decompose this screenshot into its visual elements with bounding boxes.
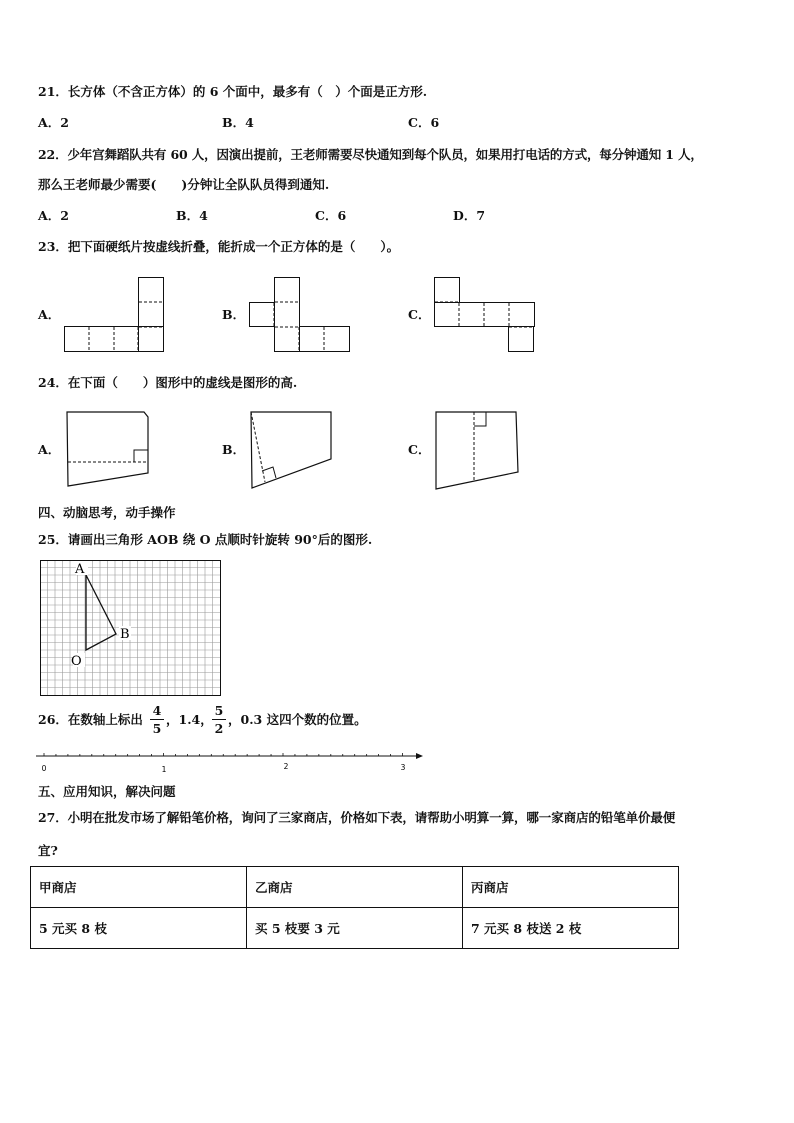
table-header-row	[31, 867, 679, 908]
tick-label-1: 1	[161, 765, 167, 774]
question-22-line2: 那么王老师最少需要( )分钟让全队队员得到通知.	[38, 177, 330, 192]
price-table	[30, 866, 679, 949]
q22-option-b[interactable]: B．4	[176, 208, 208, 223]
q24-label-a[interactable]: A．	[38, 442, 61, 457]
number-line[interactable]	[36, 748, 426, 774]
question-27-line2: 宜?	[38, 843, 58, 858]
fraction-denominator: 5	[152, 721, 162, 736]
section-4-heading: 四、动脑思考，动手操作	[38, 505, 176, 520]
question-24: 24．在下面（ ）图形中的虚线是图形的高.	[38, 375, 298, 390]
rotation-grid	[40, 560, 222, 696]
q21-option-a[interactable]: A．2	[38, 115, 69, 130]
table-row	[31, 908, 679, 949]
q21-option-c[interactable]: C．6	[408, 115, 440, 130]
point-b-label: B	[120, 627, 130, 642]
tick-label-0: 0	[41, 764, 47, 773]
question-27-line1: 27．小明在批发市场了解铅笔价格，询问了三家商店，价格如下表，请帮助小明算一算，哪一家商店的铅笔单价最便	[38, 810, 676, 825]
q22-option-a[interactable]: A．2	[38, 208, 69, 223]
tick-label-2: 2	[283, 762, 289, 771]
fraction-numerator: 5	[214, 703, 224, 718]
question-26-mid: ，1.4，	[166, 712, 213, 727]
q24-shape-b	[249, 411, 333, 489]
q21-option-b[interactable]: B．4	[222, 115, 254, 130]
question-26-prefix: 26．在数轴上标出	[38, 712, 143, 727]
question-21: 21．长方体（不含正方体）的 6 个面中，最多有（ ）个面是正方形.	[38, 84, 428, 99]
fraction-five-halves	[212, 703, 226, 736]
question-22-line1: 22．少年宫舞蹈队共有 60 人，因演出提前，王老师需要尽快通知到每个队员，如果用打电话的方式，每分钟通知 1 人，	[38, 147, 703, 162]
question-26-suffix: ，0.3 这四个数的位置。	[228, 712, 367, 727]
fraction-numerator: 4	[152, 703, 162, 718]
q22-option-c[interactable]: C．6	[315, 208, 347, 223]
q23-label-a[interactable]: A．	[38, 307, 61, 322]
fraction-four-fifths	[150, 703, 164, 736]
question-23: 23．把下面硬纸片按虚线折叠，能折成一个正方体的是（ ）。	[38, 239, 400, 254]
header-store-jia: 甲商店	[31, 867, 247, 908]
q22-option-d[interactable]: D．7	[453, 208, 486, 223]
q23-label-c[interactable]: C．	[408, 307, 431, 322]
q24-label-c[interactable]: C．	[408, 442, 431, 457]
q24-label-b[interactable]: B．	[222, 442, 246, 457]
cell-store-yi-price: 买 5 枝要 3 元	[247, 908, 463, 949]
q24-shape-a	[64, 411, 150, 487]
question-25: 25．请画出三角形 AOB 绕 O 点顺时针旋转 90°后的图形.	[38, 532, 373, 547]
q24-shape-c	[434, 411, 520, 491]
header-store-yi: 乙商店	[247, 867, 463, 908]
section-5-heading: 五、应用知识，解决问题	[38, 784, 176, 799]
point-a-label: A	[75, 562, 85, 577]
tick-label-3: 3	[400, 763, 406, 772]
fraction-denominator: 2	[214, 721, 224, 736]
q23-net-c	[434, 277, 535, 353]
q23-net-b	[249, 277, 350, 353]
point-o-label: O	[71, 654, 82, 669]
cell-store-bing-price: 7 元买 8 枝送 2 枝	[463, 908, 679, 949]
header-store-bing: 丙商店	[463, 867, 679, 908]
q23-label-b[interactable]: B．	[222, 307, 246, 322]
q23-net-a	[64, 277, 164, 353]
cell-store-jia-price: 5 元买 8 枝	[31, 908, 247, 949]
